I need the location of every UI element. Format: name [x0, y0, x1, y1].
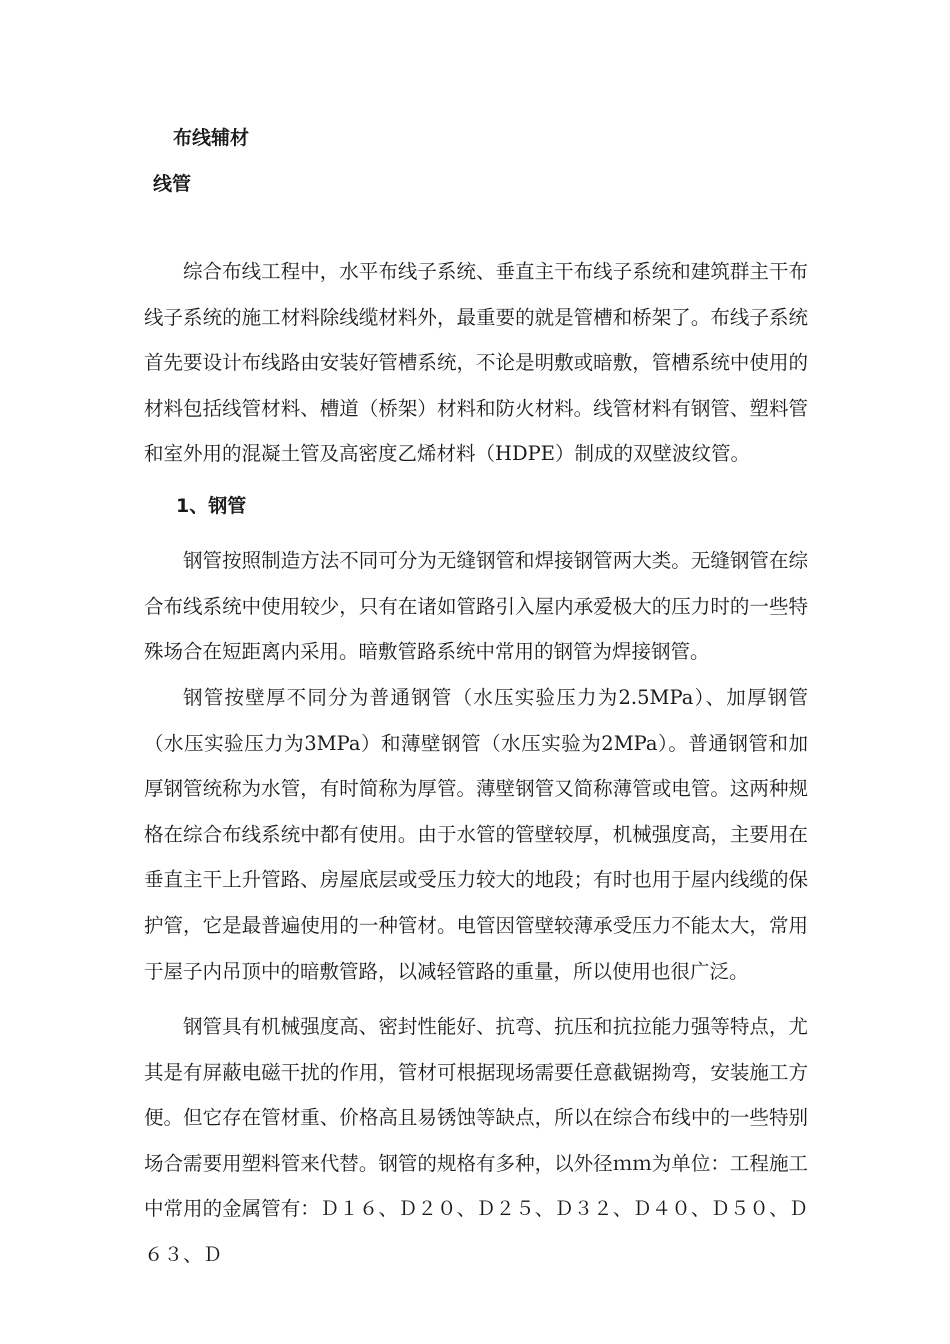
- steel-pipe-paragraph-3: 钢管具有机械强度高、密封性能好、抗弯、抗压和抗拉能力强等特点，尤其是有屏蔽电磁干扰的作用，管材可根据现场需要任意截锯拗弯，安装施工方便。但它存在管材重、价格高且易锈蚀等缺点，所以在综合布线中的一些特别场合需要用塑料管来代替。钢管的规格有多种，以外径ｍｍ为单位：工程施工中常用的金属管有：Ｄ１６、Ｄ２０、Ｄ２５、Ｄ３２、Ｄ４０、Ｄ５０、Ｄ６３、Ｄ: [144, 1015, 808, 1266]
- document-title: 布线辅材: [173, 127, 250, 149]
- intro-paragraph: 综合布线工程中，水平布线子系统、垂直主干布线子系统和建筑群主干布线子系统的施工材料除线缆材料外，最重要的就是管槽和桥架了。布线子系统首先要设计布线路由安装好管槽系统，不论是明敷或暗敷，管槽系统中使用的材料包括线管材料、槽道（桥架）材料和防火材料。线管材料有钢管、塑料管和室外用的混凝土管及高密度乙烯材料（HDPE）制成的双壁波纹管。: [144, 260, 808, 466]
- steel-pipe-paragraph-1: 钢管按照制造方法不同可分为无缝钢管和焊接钢管两大类。无缝钢管在综合布线系统中使用较少，只有在诸如管路引入屋内承爱极大的压力时的一些特殊场合在短距离内采用。暗敷管路系统中常用的钢管为焊接钢管。: [144, 549, 808, 664]
- section-heading-conduit: 线管: [153, 173, 192, 195]
- steel-pipe-paragraph-2: 钢管按壁厚不同分为普通钢管（水压实验压力为2.5MPa）、加厚钢管（水压实验压力为3MPa）和薄壁钢管（水压实验为2MPa）。普通钢管和加厚钢管统称为水管，有时简称为厚管。薄壁钢管又简称薄管或电管。这两种规格在综合布线系统中都有使用。由于水管的管壁较厚，机械强度高，主要用在垂直主干上升管路、房屋底层或受压力较大的地段；有时也用于屋内线缆的保护管，它是最普遍使用的一种管材。电管因管壁较薄承受压力不能太大，常用于屋子内吊顶中的暗敷管路，以减轻管路的重量，所以使用也很广泛。: [144, 686, 808, 983]
- section-heading-steel-pipe: 1、钢管: [176, 495, 247, 517]
